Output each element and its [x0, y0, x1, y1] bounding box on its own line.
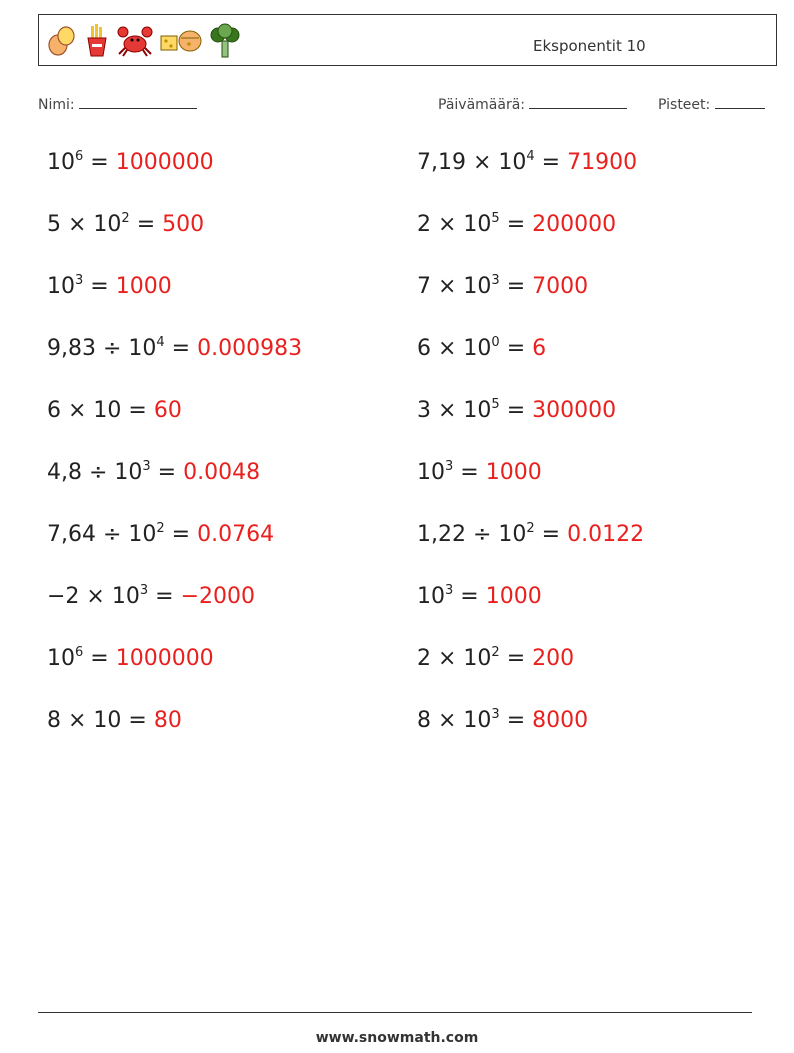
- problem-item: [417, 646, 574, 672]
- problem-answer: 1000000: [115, 150, 214, 175]
- problem-item: [417, 584, 542, 610]
- equals-sign: =: [534, 522, 568, 547]
- problem-exponent: 2: [121, 211, 130, 226]
- problem-base: 10: [47, 274, 75, 299]
- equals-sign: =: [499, 212, 533, 237]
- problem-base: 7 × 10: [417, 274, 492, 299]
- problem-exponent: 3: [445, 459, 454, 474]
- worksheet-header: [38, 14, 777, 66]
- date-field: [438, 94, 627, 113]
- broccoli-icon: [209, 23, 241, 59]
- equals-sign: =: [83, 274, 116, 299]
- footer-url: www.snowmath.com: [315, 1030, 479, 1046]
- crab-icon: [117, 24, 153, 58]
- problem-exponent: 3: [491, 273, 500, 288]
- problem-base: 1,22 ÷ 10: [417, 522, 527, 547]
- problem-item: [47, 646, 214, 672]
- problem-item: [47, 398, 182, 424]
- equals-sign: =: [164, 522, 198, 547]
- problem-base: 8 × 10: [47, 708, 122, 733]
- problem-exponent: 3: [142, 459, 151, 474]
- equals-sign: =: [83, 646, 116, 671]
- equals-sign: =: [453, 460, 486, 485]
- equals-sign: =: [499, 646, 533, 671]
- problem-base: 10: [47, 646, 75, 671]
- equals-sign: =: [148, 584, 181, 609]
- fries-icon: [83, 24, 111, 58]
- problem-answer: 1000000: [115, 646, 214, 671]
- problem-exponent: 3: [491, 707, 500, 722]
- problem-answer: 1000: [485, 584, 542, 609]
- problem-exponent: 6: [75, 149, 84, 164]
- problem-exponent: 0: [491, 335, 500, 350]
- problem-answer: 0.0764: [197, 522, 275, 547]
- equals-sign: =: [499, 274, 533, 299]
- problem-item: [417, 274, 588, 300]
- equals-sign: =: [150, 460, 184, 485]
- equals-sign: =: [453, 584, 486, 609]
- problem-item: [417, 460, 542, 486]
- problem-answer: 7000: [532, 274, 589, 299]
- problem-base: 10: [417, 460, 445, 485]
- problem-item: [47, 336, 302, 362]
- problem-base: 5 × 10: [47, 212, 122, 237]
- problem-item: [417, 398, 616, 424]
- problem-exponent: 2: [526, 521, 535, 536]
- egg-icon: [47, 25, 77, 57]
- problem-exponent: 2: [491, 645, 500, 660]
- problem-answer: −2000: [180, 584, 255, 609]
- problem-base: 7,19 × 10: [417, 150, 527, 175]
- equals-sign: =: [83, 150, 116, 175]
- problem-answer: 300000: [532, 398, 617, 423]
- equals-sign: =: [499, 708, 533, 733]
- score-field: [658, 94, 765, 113]
- problem-item: [47, 150, 214, 176]
- date-label: Päivämäärä:: [438, 97, 525, 113]
- equals-sign: =: [121, 708, 154, 733]
- problem-base: 3 × 10: [417, 398, 492, 423]
- problem-answer: 8000: [532, 708, 589, 733]
- problem-exponent: 4: [156, 335, 165, 350]
- problem-base: 8 × 10: [417, 708, 492, 733]
- problem-item: [47, 522, 274, 548]
- problem-base: 9,83 ÷ 10: [47, 336, 157, 361]
- problem-answer: 0.0122: [567, 522, 645, 547]
- problem-item: [47, 708, 182, 734]
- problem-item: [47, 460, 260, 486]
- problem-base: 10: [417, 584, 445, 609]
- problem-exponent: 4: [526, 149, 535, 164]
- cheese-icon: [159, 26, 203, 56]
- worksheet-title: Eksponentit 10: [533, 37, 646, 55]
- problem-exponent: 5: [491, 397, 500, 412]
- equals-sign: =: [121, 398, 154, 423]
- footer-divider: [38, 1012, 752, 1013]
- problem-item: [47, 212, 204, 238]
- problem-base: 4,8 ÷ 10: [47, 460, 143, 485]
- name-field: [38, 94, 197, 113]
- problem-answer: 71900: [567, 150, 638, 175]
- problem-exponent: 5: [491, 211, 500, 226]
- problem-answer: 80: [153, 708, 182, 733]
- problem-answer: 0.0048: [183, 460, 261, 485]
- problem-answer: 0.000983: [197, 336, 303, 361]
- problem-base: 10: [47, 150, 75, 175]
- date-blank[interactable]: [529, 94, 627, 109]
- problem-item: [47, 584, 255, 610]
- problem-item: [417, 708, 588, 734]
- problem-exponent: 3: [75, 273, 84, 288]
- equals-sign: =: [164, 336, 198, 361]
- problem-exponent: 6: [75, 645, 84, 660]
- problem-answer: 500: [162, 212, 205, 237]
- problem-base: 6 × 10: [417, 336, 492, 361]
- problem-answer: 200000: [532, 212, 617, 237]
- score-label: Pisteet:: [658, 97, 711, 113]
- problem-exponent: 2: [156, 521, 165, 536]
- problem-base: 7,64 ÷ 10: [47, 522, 157, 547]
- score-blank[interactable]: [715, 94, 765, 109]
- equals-sign: =: [129, 212, 163, 237]
- problem-answer: 1000: [115, 274, 172, 299]
- problem-answer: 60: [153, 398, 182, 423]
- problem-exponent: 3: [445, 583, 454, 598]
- problem-base: 6 × 10: [47, 398, 122, 423]
- problem-exponent: 3: [139, 583, 149, 598]
- name-label: Nimi:: [38, 97, 75, 113]
- problem-item: [417, 212, 616, 238]
- problem-item: [417, 150, 637, 176]
- equals-sign: =: [499, 336, 533, 361]
- header-icons: [47, 21, 241, 61]
- equals-sign: =: [534, 150, 568, 175]
- problem-item: [417, 336, 546, 362]
- name-blank[interactable]: [79, 94, 197, 109]
- problem-item: [417, 522, 644, 548]
- equals-sign: =: [499, 398, 533, 423]
- problem-answer: 6: [532, 336, 547, 361]
- problem-base: 2 × 10: [417, 212, 492, 237]
- problem-answer: 1000: [485, 460, 542, 485]
- problem-base: −2 × 10: [47, 584, 140, 609]
- problem-item: [47, 274, 172, 300]
- problem-base: 2 × 10: [417, 646, 492, 671]
- problem-answer: 200: [532, 646, 575, 671]
